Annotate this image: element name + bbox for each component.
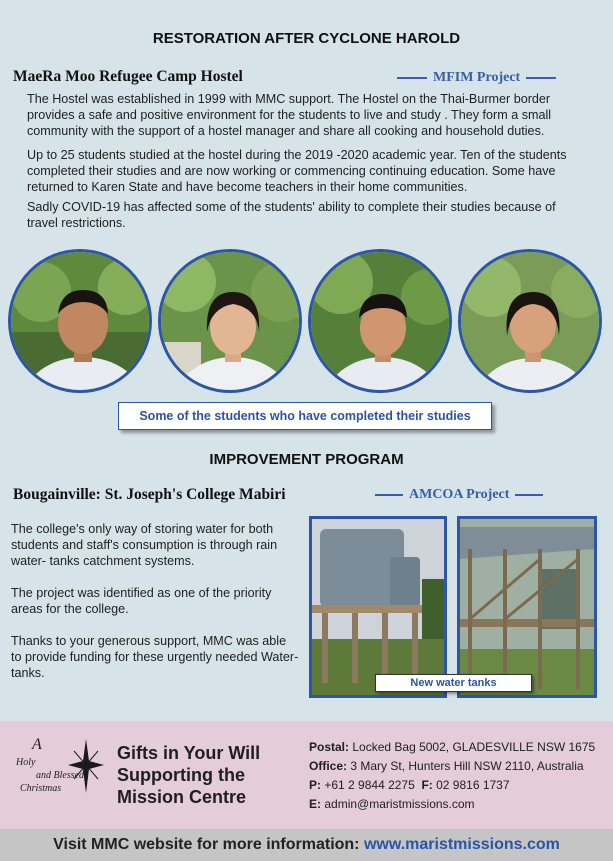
office-value: 3 Mary St, Hunters Hill NSW 2110, Australia [350, 759, 584, 773]
water-tank-photo-2-image [460, 519, 594, 695]
project-label-text: MFIM Project [433, 70, 521, 85]
page-heading-restoration: RESTORATION AFTER CYCLONE HAROLD [152, 30, 461, 47]
student-photo-4-image [461, 252, 602, 393]
divider-line [526, 77, 556, 79]
student-photo-3 [308, 249, 452, 393]
project-label-amcoa [375, 487, 543, 503]
student-photo-2 [158, 249, 302, 393]
phone-value: +61 2 9844 2275 [324, 778, 415, 792]
christmas-logo [14, 737, 104, 803]
hostel-paragraph-2: Up to 25 students studied at the hostel during the 2019 -2020 academic year. Ten of the students completed their studies and are now working or commencing continuing education. Some have returned to Karen State and have become teachers in their home communities. [27, 148, 567, 195]
logo-text-blessed: and Blessed [36, 770, 85, 781]
water-tanks-caption: New water tanks [375, 674, 532, 692]
student-photo-4 [458, 249, 602, 393]
hostel-paragraph-1: The Hostel was established in 1999 with MMC support. The Hostel on the Thai-Burmer border provides a safe and positive environment for the students to live and study . They form a small community with the support of a hostel manager and share all cooking and household duties. [27, 92, 552, 139]
student-photo-3-image [311, 252, 452, 393]
college-paragraph-2: The project was identified as one of the priority areas for the college. [11, 586, 272, 617]
fax-value: 02 9816 1737 [436, 778, 510, 792]
water-tank-photo-2 [457, 516, 597, 698]
divider-line [375, 494, 403, 496]
hostel-paragraph-3: Sadly COVID-19 has affected some of the students' ability to complete their studies because of travel restrictions. [27, 200, 556, 231]
college-paragraph-1: The college's only way of storing water for both students and staff's consumption is through rain water- tanks catchment systems. [11, 522, 278, 569]
gifts-line-3: Mission Centre [117, 787, 247, 807]
postal-row [309, 738, 609, 757]
student-photo-1 [8, 249, 152, 393]
phone-label: P: [309, 778, 321, 792]
college-paragraph-3: Thanks to your generous support, MMC was able to provide funding for these urgently needed Water-tanks. [11, 634, 299, 681]
project-label-mfim [397, 70, 556, 86]
postal-value: Locked Bag 5002, GLADESVILLE NSW 1675 [352, 740, 596, 754]
divider-line [515, 494, 543, 496]
gifts-in-will-heading [117, 742, 260, 808]
email-label: E: [309, 797, 321, 811]
students-caption: Some of the students who have completed their studies [118, 402, 492, 430]
contact-details [309, 738, 609, 814]
fax-label: F: [421, 778, 433, 792]
postal-label: Postal: [309, 740, 350, 754]
page-heading-improvement: IMPROVEMENT PROGRAM [209, 451, 404, 468]
email-value[interactable]: admin@maristmissions.com [324, 797, 475, 811]
student-photo-1-image [11, 252, 152, 393]
section-title-college: Bougainville: St. Joseph's College Mabiri [13, 486, 286, 503]
section-title-hostel: MaeRa Moo Refugee Camp Hostel [13, 68, 243, 85]
email-row [309, 795, 609, 814]
water-tank-photo-1 [309, 516, 447, 698]
website-link[interactable]: www.maristmissions.com [363, 836, 560, 853]
logo-text-christmas: Christmas [20, 783, 62, 794]
website-prompt: Visit MMC website for more information: [53, 836, 360, 853]
gifts-line-2: Supporting the [117, 765, 245, 785]
divider-line [397, 77, 427, 79]
website-bar [0, 829, 613, 861]
office-row [309, 757, 609, 776]
office-label: Office: [309, 759, 348, 773]
logo-text-holy: Holy [16, 757, 36, 768]
logo-text-a: A [32, 736, 42, 753]
gifts-line-1: Gifts in Your Will [117, 743, 261, 763]
student-photo-2-image [161, 252, 302, 393]
water-tank-photo-1-image [312, 519, 444, 695]
phone-fax-row [309, 776, 609, 795]
project-label-text: AMCOA Project [409, 487, 510, 502]
